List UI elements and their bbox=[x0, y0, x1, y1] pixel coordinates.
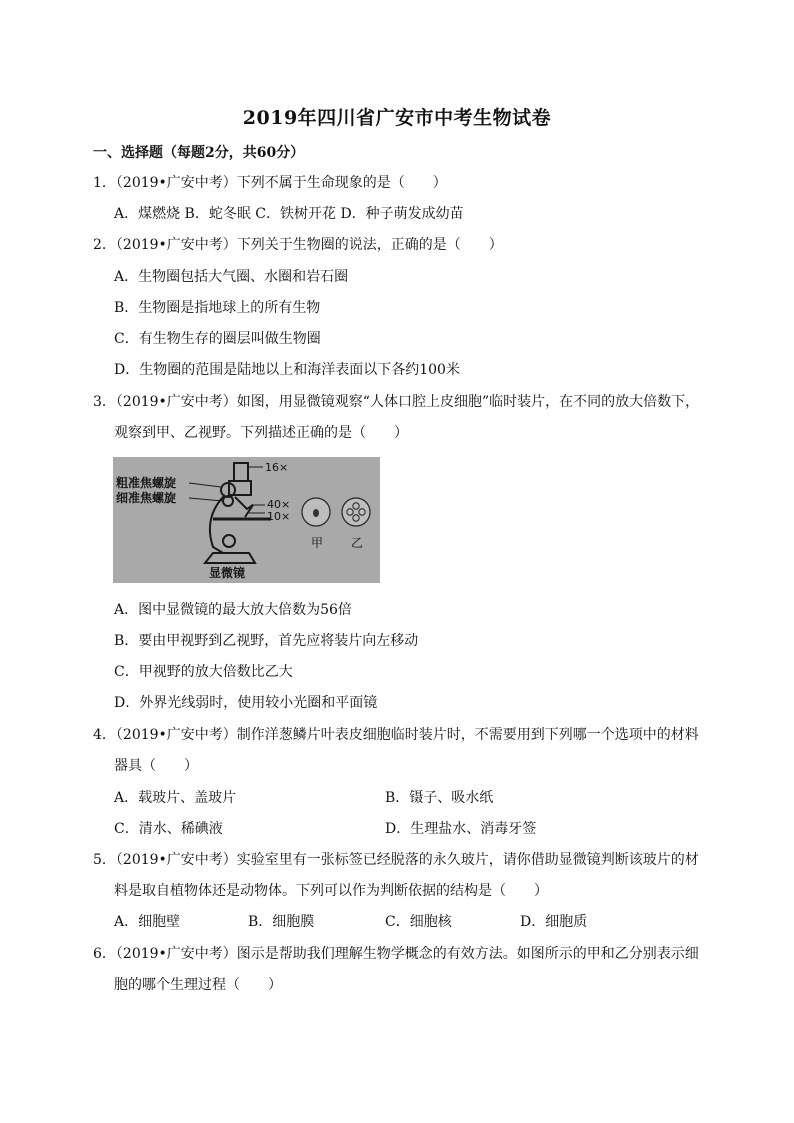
label-objective-10x: 10× bbox=[267, 510, 291, 523]
question-3-option-c: C．甲视野的放大倍数比乙大 bbox=[114, 664, 293, 680]
question-3-stem: 3．（2019•广安中考）如图，用显微镜观察“人体口腔上皮细胞”临时装片，在不同的放大倍数下， bbox=[93, 394, 700, 410]
question-4-option-a: A．载玻片、盖玻片 bbox=[114, 790, 237, 806]
question-3-option-d: D．外界光线弱时，使用较小光圈和平面镜 bbox=[114, 695, 378, 711]
microscope-figure bbox=[113, 457, 380, 583]
question-4-option-c: C．清水、稀碘液 bbox=[114, 821, 223, 837]
question-3-option-b: B．要由甲视野到乙视野，首先应将装片向左移动 bbox=[114, 633, 419, 649]
question-4-stem-cont: 器具（ ） bbox=[114, 758, 198, 774]
question-2-option-b: B．生物圈是指地球上的所有生物 bbox=[114, 300, 321, 316]
question-5-option-d: D．细胞质 bbox=[520, 914, 588, 930]
label-objective-40x: 40× bbox=[267, 498, 291, 511]
question-2-stem: 2．（2019•广安中考）下列关于生物圈的说法，正确的是（ ） bbox=[93, 237, 503, 253]
question-1-options: A．煤燃烧 B．蛇冬眠 C．铁树开花 D．种子萌发成幼苗 bbox=[114, 206, 464, 222]
question-1-stem: 1．（2019•广安中考）下列不属于生命现象的是（ ） bbox=[93, 175, 447, 191]
question-2-option-a: A．生物圈包括大气圈、水圈和岩石圈 bbox=[114, 269, 349, 285]
question-4-stem: 4．（2019•广安中考）制作洋葱鳞片叶表皮细胞临时装片时，不需要用到下列哪一个选项中的材料 bbox=[93, 727, 699, 743]
question-3-option-a: A．图中显微镜的最大放大倍数为56倍 bbox=[114, 602, 352, 618]
label-coarse-focus: 粗准焦螺旋 bbox=[116, 476, 177, 490]
question-5-option-a: A．细胞壁 bbox=[114, 914, 181, 930]
exam-title: 2019年四川省广安市中考生物试卷 bbox=[242, 107, 552, 129]
question-5-stem: 5．（2019•广安中考）实验室里有一张标签已经脱落的永久玻片，请你借助显微镜判断该玻片的材 bbox=[93, 852, 699, 868]
label-yi: 乙 bbox=[351, 536, 364, 550]
question-5-option-c: C．细胞核 bbox=[385, 914, 452, 930]
field-of-view-yi bbox=[342, 498, 370, 526]
question-4-option-b: B．镊子、吸水纸 bbox=[385, 790, 494, 806]
label-jia: 甲 bbox=[311, 536, 324, 550]
label-eyepiece-16x: 16× bbox=[265, 461, 289, 474]
question-2-option-c: C．有生物生存的圈层叫做生物圈 bbox=[114, 331, 321, 347]
label-fine-focus: 细准焦螺旋 bbox=[116, 491, 177, 505]
section-heading: 一、选择题（每题2分，共60分） bbox=[93, 145, 305, 161]
question-6-stem: 6．（2019•广安中考）图示是帮助我们理解生物学概念的有效方法。如图所示的甲和乙分别表示细 bbox=[93, 946, 699, 962]
question-3-stem-cont: 观察到甲、乙视野。下列描述正确的是（ ） bbox=[114, 425, 408, 441]
question-6-stem-cont: 胞的哪个生理过程（ ） bbox=[114, 977, 282, 993]
question-5-option-b: B．细胞膜 bbox=[248, 914, 315, 930]
microscope-drawing bbox=[205, 463, 271, 563]
question-4-option-d: D．生理盐水、消毒牙签 bbox=[385, 821, 537, 837]
question-2-option-d: D．生物圈的范围是陆地以上和海洋表面以下各约100米 bbox=[114, 362, 460, 378]
question-5-stem-cont: 料是取自植物体还是动物体。下列可以作为判断依据的结构是（ ） bbox=[114, 883, 548, 899]
label-microscope: 显微镜 bbox=[209, 566, 246, 580]
